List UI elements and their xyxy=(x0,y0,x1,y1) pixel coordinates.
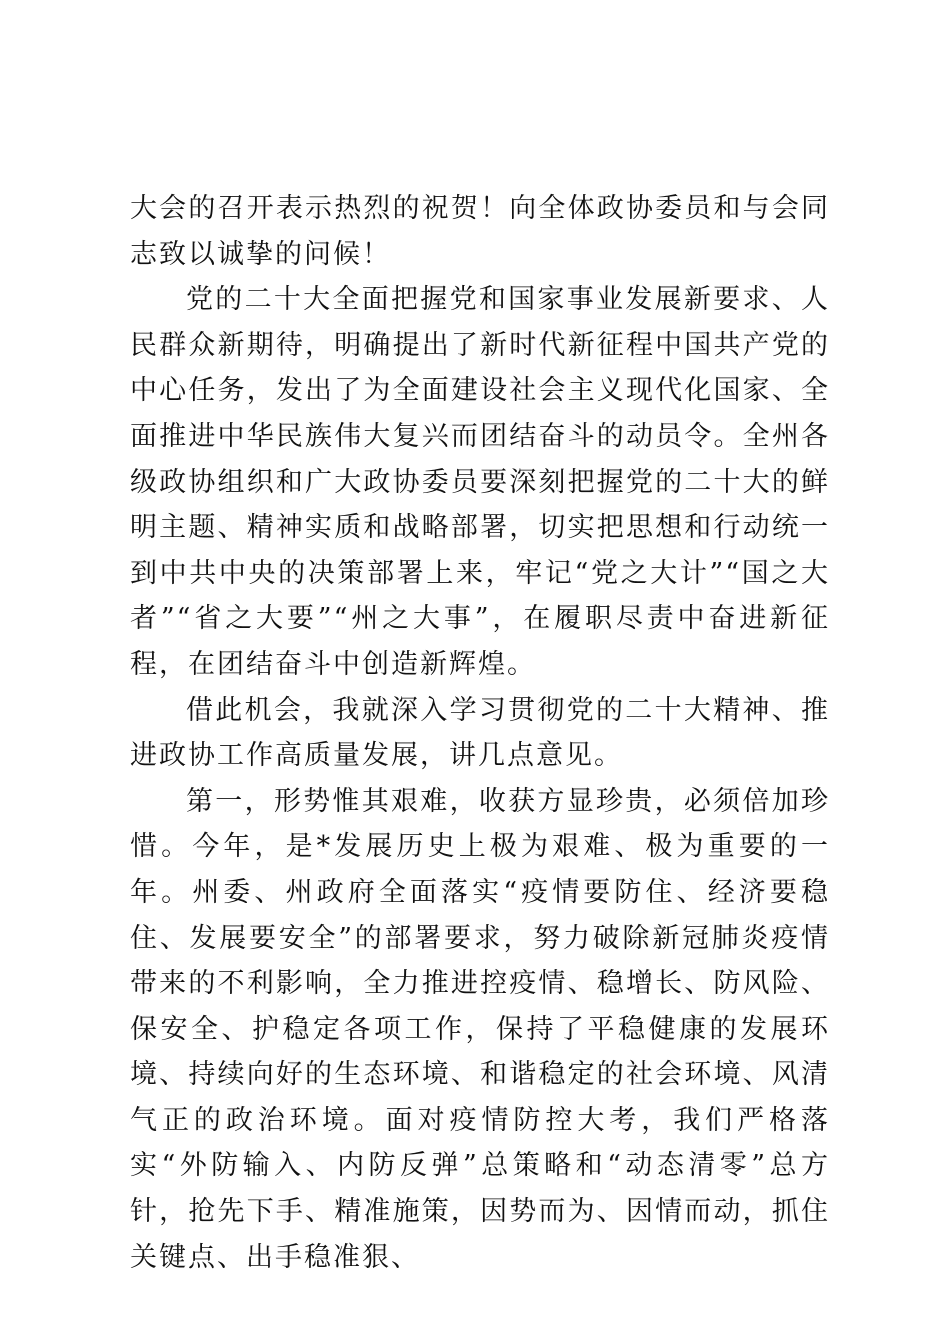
document-body xyxy=(130,186,830,1280)
paragraph-opinions-intro: 借此机会，我就深入学习贯彻党的二十大精神、推进政协工作高质量发展，讲几点意见。 xyxy=(130,694,830,772)
paragraph-first-point: 第一，形势惟其艰难，收获方显珍贵，必须倍加珍惜。今年，是*发展历史上极为艰难、极为重要的一年。州委、州政府全面落实“疫情要防住、经济要稳住、发展要安全”的部署要求，努力破除新冠肺炎疫情带来的不利影响，全力推进控疫情、稳增长、防风险、保安全、护稳定各项工作，保持了平稳健康的发展环境、持续向好的生态环境、和谐稳定的社会环境、风清气正的政治环境。面对疫情防控大考，我们严格落实“外防输入、内防反弹”总策略和“动态清零”总方针，抢先下手、精准施策，因势而为、因情而动，抓住关键点、出手稳准狠、 xyxy=(130,785,830,1273)
paragraph-party-congress: 党的二十大全面把握党和国家事业发展新要求、人民群众新期待，明确提出了新时代新征程中国共产党的中心任务，发出了为全面建设社会主义现代化国家、全面推进中华民族伟大复兴而团结奋斗的动员令。全州各级政协组织和广大政协委员要深刻把握党的二十大的鲜明主题、精神实质和战略部署，切实把思想和行动统一到中共中央的决策部署上来，牢记“党之大计”“国之大者”“省之大要”“州之大事”，在履职尽责中奋进新征程，在团结奋斗中创造新辉煌。 xyxy=(130,284,830,680)
paragraph-continuation: 大会的召开表示热烈的祝贺！向全体政协委员和与会同志致以诚挚的问候！ xyxy=(130,193,830,270)
